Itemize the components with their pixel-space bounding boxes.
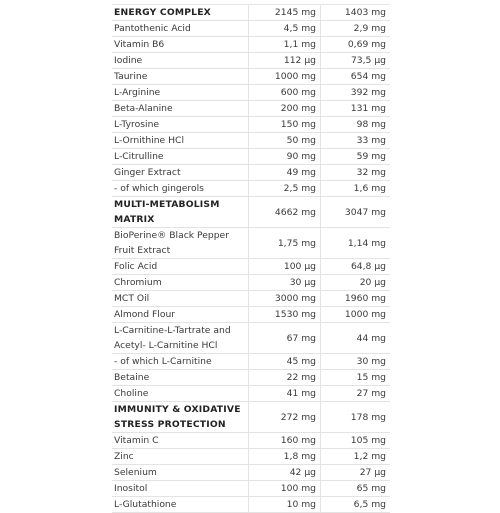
- ingredient-name: L-Carnitine-L-Tartrate and Acetyl- L-Carnitine HCl: [114, 325, 231, 351]
- ingredient-name: IMMUNITY & OXIDATIVE STRESS PROTECTION: [114, 404, 241, 430]
- ingredient-name: L-Tyrosine: [114, 119, 160, 130]
- table-row: [112, 433, 390, 449]
- ingredient-name: Iodine: [114, 55, 143, 66]
- amount-per-serving: 112 µg: [248, 53, 320, 68]
- ingredient-name: Betaine: [114, 372, 150, 383]
- amount-per-100: 98 mg: [320, 117, 390, 132]
- amount-per-serving: 4,5 mg: [248, 21, 320, 36]
- amount-per-serving: 3000 mg: [248, 291, 320, 306]
- amount-per-100: 32 mg: [320, 165, 390, 180]
- nutrition-table: [112, 0, 390, 513]
- amount-per-100: 64,8 µg: [320, 259, 390, 274]
- ingredient-name: Vitamin C: [114, 435, 159, 446]
- table-row: [112, 149, 390, 165]
- amount-per-100: 3047 mg: [320, 197, 390, 227]
- ingredient-name: Taurine: [114, 71, 148, 82]
- amount-per-serving: 100 µg: [248, 259, 320, 274]
- amount-per-serving: 2,5 mg: [248, 181, 320, 196]
- table-row: [112, 291, 390, 307]
- amount-per-100: 44 mg: [320, 323, 390, 353]
- table-row: [112, 449, 390, 465]
- ingredient-name: L-Ornithine HCl: [114, 135, 185, 146]
- ingredient-name: Selenium: [114, 467, 157, 478]
- amount-per-serving: 41 mg: [248, 386, 320, 401]
- amount-per-serving: 600 mg: [248, 85, 320, 100]
- table-row: [112, 354, 390, 370]
- amount-per-serving: 1,1 mg: [248, 37, 320, 52]
- table-row: [112, 85, 390, 101]
- table-row: [112, 101, 390, 117]
- section-header-row: [112, 197, 390, 228]
- table-row: [112, 69, 390, 85]
- ingredient-name: - of which L-Carnitine: [114, 356, 212, 367]
- amount-per-serving: 22 mg: [248, 370, 320, 385]
- table-row: [112, 259, 390, 275]
- amount-per-serving: 2145 mg: [248, 5, 320, 20]
- ingredient-name: Zinc: [114, 451, 134, 462]
- amount-per-100: 1403 mg: [320, 5, 390, 20]
- amount-per-100: 1960 mg: [320, 291, 390, 306]
- ingredient-name: L-Glutathione: [114, 499, 177, 510]
- amount-per-100: 1,6 mg: [320, 181, 390, 196]
- ingredient-name: Choline: [114, 388, 149, 399]
- amount-per-serving: 42 µg: [248, 465, 320, 480]
- ingredient-name: Almond Flour: [114, 309, 176, 320]
- amount-per-serving: 50 mg: [248, 133, 320, 148]
- amount-per-serving: 150 mg: [248, 117, 320, 132]
- ingredient-name: BioPerine® Black Pepper Fruit Extract: [114, 230, 229, 256]
- amount-per-100: 1,14 mg: [320, 228, 390, 258]
- table-row: [112, 37, 390, 53]
- section-header-row: [112, 402, 390, 433]
- amount-per-serving: 100 mg: [248, 481, 320, 496]
- table-row: [112, 181, 390, 197]
- amount-per-100: 131 mg: [320, 101, 390, 116]
- amount-per-100: 59 mg: [320, 149, 390, 164]
- ingredient-name: - of which gingerols: [114, 183, 204, 194]
- table-row: [112, 323, 390, 354]
- ingredient-name: Ginger Extract: [114, 167, 181, 178]
- amount-per-100: 15 mg: [320, 370, 390, 385]
- amount-per-serving: 30 µg: [248, 275, 320, 290]
- ingredient-name: Beta-Alanine: [114, 103, 173, 114]
- amount-per-100: 2,9 mg: [320, 21, 390, 36]
- ingredient-name: L-Citrulline: [114, 151, 164, 162]
- amount-per-100: 20 µg: [320, 275, 390, 290]
- amount-per-serving: 1,75 mg: [248, 228, 320, 258]
- amount-per-serving: 4662 mg: [248, 197, 320, 227]
- table-row: [112, 133, 390, 149]
- amount-per-serving: 272 mg: [248, 402, 320, 432]
- ingredient-name: L-Arginine: [114, 87, 161, 98]
- table-body: [112, 5, 390, 513]
- table-row: [112, 228, 390, 259]
- table-row: [112, 21, 390, 37]
- ingredient-name: ENERGY COMPLEX: [114, 7, 211, 18]
- table-row: [112, 307, 390, 323]
- table-row: [112, 497, 390, 513]
- amount-per-serving: 200 mg: [248, 101, 320, 116]
- section-header-row: [112, 5, 390, 21]
- table-row: [112, 386, 390, 402]
- amount-per-100: 27 mg: [320, 386, 390, 401]
- table-row: [112, 117, 390, 133]
- table-row: [112, 275, 390, 291]
- amount-per-100: 0,69 mg: [320, 37, 390, 52]
- amount-per-serving: 90 mg: [248, 149, 320, 164]
- amount-per-100: 1,2 mg: [320, 449, 390, 464]
- table-row: [112, 465, 390, 481]
- amount-per-100: 33 mg: [320, 133, 390, 148]
- amount-per-100: 65 mg: [320, 481, 390, 496]
- ingredient-name: Folic Acid: [114, 261, 158, 272]
- ingredient-name: Vitamin B6: [114, 39, 165, 50]
- table-row: [112, 481, 390, 497]
- amount-per-100: 392 mg: [320, 85, 390, 100]
- amount-per-100: 30 mg: [320, 354, 390, 369]
- amount-per-100: 73,5 µg: [320, 53, 390, 68]
- amount-per-serving: 1530 mg: [248, 307, 320, 322]
- amount-per-100: 27 µg: [320, 465, 390, 480]
- amount-per-serving: 1000 mg: [248, 69, 320, 84]
- amount-per-serving: 1,8 mg: [248, 449, 320, 464]
- ingredient-name: Inositol: [114, 483, 148, 494]
- ingredient-name: Chromium: [114, 277, 162, 288]
- table-row: [112, 53, 390, 69]
- table-row: [112, 370, 390, 386]
- amount-per-100: 178 mg: [320, 402, 390, 432]
- amount-per-100: 1000 mg: [320, 307, 390, 322]
- amount-per-100: 654 mg: [320, 69, 390, 84]
- amount-per-serving: 160 mg: [248, 433, 320, 448]
- amount-per-100: 6,5 mg: [320, 497, 390, 512]
- amount-per-serving: 67 mg: [248, 323, 320, 353]
- ingredient-name: MULTI-METABOLISM MATRIX: [114, 199, 220, 225]
- amount-per-serving: 49 mg: [248, 165, 320, 180]
- ingredient-name: Pantothenic Acid: [114, 23, 191, 34]
- table-row: [112, 165, 390, 181]
- amount-per-serving: 10 mg: [248, 497, 320, 512]
- amount-per-100: 105 mg: [320, 433, 390, 448]
- amount-per-serving: 45 mg: [248, 354, 320, 369]
- ingredient-name: MCT Oil: [114, 293, 150, 304]
